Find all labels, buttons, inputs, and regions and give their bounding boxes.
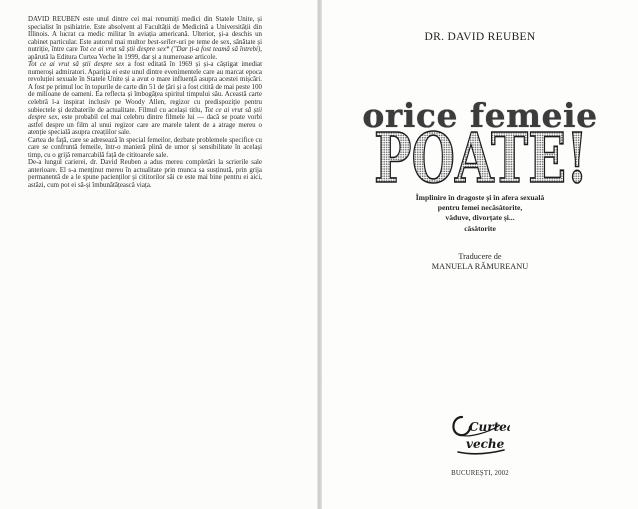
bio-text-segment: DAVID REUBEN este unul dintre cei mai renumiți medici din Statele Unite, și specialist în psihiatrie. Este absolvent al Facultății de Medicină a Universității din Illinois. A lucrat ca medic militar în aviația americană. Ulterior, și-a deschis un cabinet particular. Este autorul mai multor — [28, 16, 262, 46]
title-page — [322, 0, 638, 509]
title-line-1: orice femeie — [362, 96, 598, 135]
subtitle-line: căsătorite — [464, 223, 496, 233]
curtea-veche-logo-icon — [448, 411, 510, 459]
bio-italic-segment: Tot ce ai vrut să știi despre sex — [28, 106, 262, 122]
bio-italic-segment: Tot ce ai vrut să știi despre sex — [28, 61, 125, 69]
bio-text-segment: -uri pe teme de sex, sănătate și nutriție, între care — [28, 38, 262, 54]
bio-paragraph — [28, 61, 262, 136]
author-name: DR. DAVID REUBEN — [424, 31, 536, 43]
bio-text-segment: De-a lungul carierei, dr. David Reuben a adus mereu completări la scrierile sale anterioare. El s-a menținut mereu în actualitate prin munca sa susținută, prin grija permanentă de a le spune pacienților și cititorilor săi ce este mai bine pentru ei aici, astăzi, cum pot ei să-și îmbunătățească viața. — [28, 159, 262, 190]
publisher-logo-line1: Curte — [469, 420, 507, 434]
translation-credit — [322, 252, 638, 272]
bio-paragraph — [28, 159, 262, 189]
bio-italic-segment: Tot ce ai vrut să știi despre sex* ("Dar ți-a fost teamă să întrebi) — [79, 46, 261, 54]
place-and-year: BUCUREȘTI, 2002 — [451, 470, 509, 477]
subtitle — [322, 193, 638, 234]
subtitle-line: văduve, divorțate și... — [445, 213, 515, 223]
left-page — [0, 0, 317, 509]
bio-text-segment: a fost editată în 1969 și și-a câștigat imediat numeroși admiratori. Apariția ei este unul dintre evenimentele care au marcat epoca revoluției sexuale în Statele Unite și a avut o mare influență asupra acestei mișcări. A fost pe primul loc în topurile de carte din 51 de țări și a fost citită de mai peste 100 de milioane de oameni. Ea reflecta și îmbogățea spiritul timpului său. Această carte celebră l-a inspirat inclusiv pe Woody Allen, regizor cu predispoziție pentru subiectele și dezbaterile de actualitate. Filmul cu același titlu, — [28, 61, 262, 114]
author-biography — [28, 16, 262, 190]
translation-label: Traducere de — [458, 252, 502, 261]
bio-paragraph — [28, 137, 262, 160]
translator-name: MANUELA RĂMUREANU — [431, 262, 529, 272]
title-poate-text: POATE! — [374, 127, 588, 187]
publisher-logo-graphic — [448, 411, 510, 459]
bio-text-segment: , este probabil cel mai celebru dintre filmele lui — dacă se poate vorbi astfel despre un film al unui regizor care are marele talent de a atrage mereu o atenție specială asupra creațiilor sale. — [28, 114, 262, 137]
title-poate-graphic — [371, 127, 591, 187]
subtitle-line: pentru femei necăsătorite, — [437, 203, 523, 213]
bio-paragraph — [28, 16, 262, 61]
bio-text-segment: Cartea de față, care se adresează în special femeilor, dezbate problemele specifice cu care se confruntă femeile, într-o manieră plină de umor și sensibilitate în același timp, cu o grijă remarcabilă față de cititoarele sale. — [28, 136, 262, 159]
title-line-2 — [371, 127, 591, 187]
subtitle-line: Împlinire în dragoste și în afera sexuală — [415, 193, 545, 202]
bio-text-segment: , apărută la Editura Curtea Veche în 1999, dar și a numeroase articole. — [28, 46, 262, 61]
bio-italic-segment: best-seller — [147, 38, 177, 46]
publisher-logo-line2: veche — [466, 437, 505, 451]
